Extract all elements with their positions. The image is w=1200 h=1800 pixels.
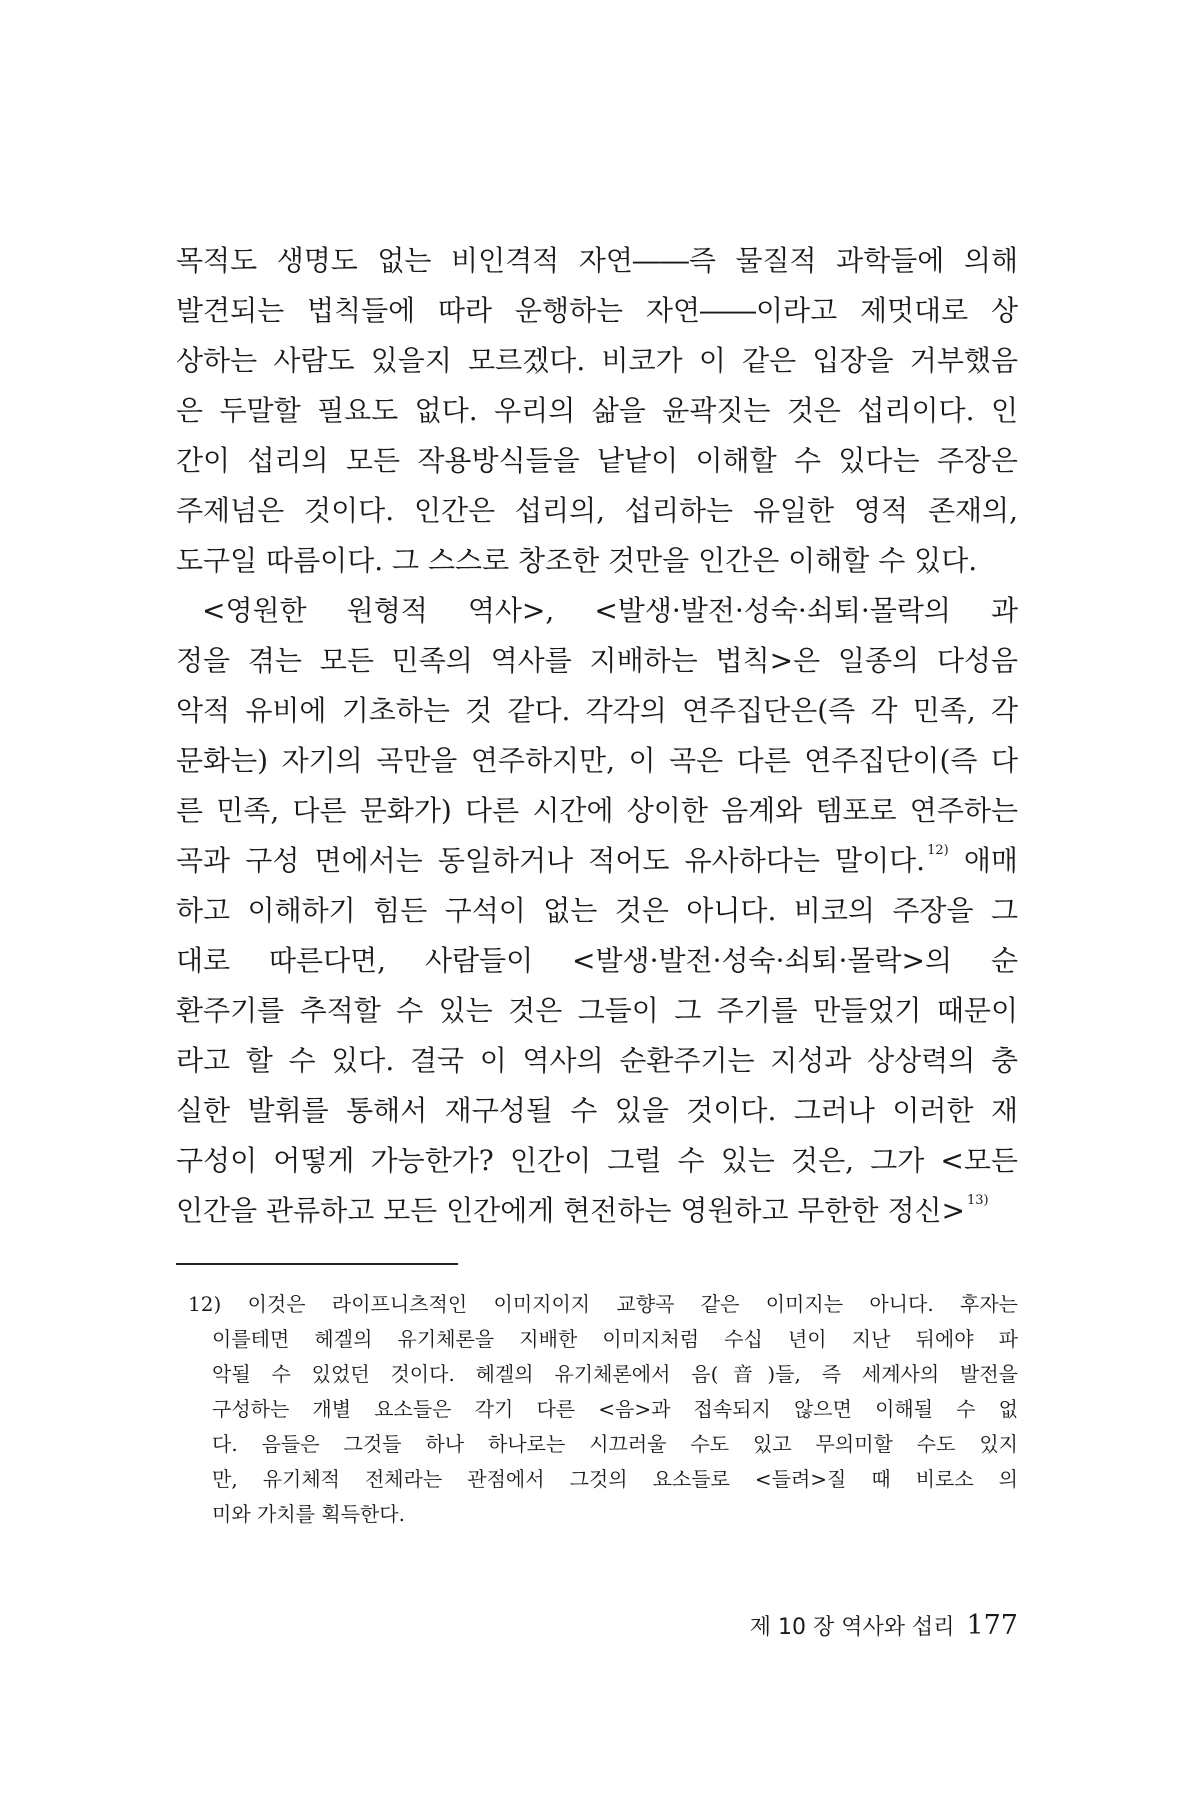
running-footer: [726, 1606, 1018, 1646]
body-line: 목적도 생명도 없는 비인격적 자연――즉 물질적 과학들에 의해: [176, 244, 1018, 277]
body-line: 은 두말할 필요도 없다. 우리의 삶을 윤곽짓는 것은 섭리이다. 인: [176, 394, 1018, 427]
body-line: 문화는) 자기의 곡만을 연주하지만, 이 곡은 다른 연주집단이(즉 다: [176, 744, 1018, 777]
body-line: 도구일 따름이다. 그 스스로 창조한 것만을 인간은 이해할 수 있다.: [176, 544, 978, 577]
footnote-line: 구성하는 개별 요소들은 각기 다른 <음>과 접속되지 않으면 이해될 수 없: [212, 1397, 1018, 1421]
body-line: 른 민족, 다른 문화가) 다른 시간에 상이한 음계와 템포로 연주하는: [176, 794, 1018, 827]
body-line-text: 곡과 구성 면에서는 동일하거나 적어도 유사하다는 말이다.: [176, 844, 926, 877]
footnote-line: 다. 음들은 그것들 하나 하나로는 시끄러울 수도 있고 무의미할 수도 있지: [212, 1432, 1018, 1456]
footnote-line: 미와 가치를 획득한다.: [212, 1502, 405, 1526]
body-line: 라고 할 수 있다. 결국 이 역사의 순환주기는 지성과 상상력의 충: [176, 1044, 1018, 1077]
main-text: [176, 236, 1018, 1236]
body-line-with-footnote: [176, 836, 1018, 886]
body-line: 발견되는 법칙들에 따라 운행하는 자연――이라고 제멋대로 상: [176, 294, 1018, 327]
footnotes: [188, 1287, 1018, 1532]
footnote-line: 12) 이것은 라이프니츠적인 이미지이지 교향곡 같은 이미지는 아니다. 후자는: [188, 1292, 1018, 1316]
footnote-reference: 13): [967, 1193, 989, 1208]
body-line-with-footnote: [176, 1186, 1018, 1236]
body-line: 악적 유비에 기초하는 것 같다. 각각의 연주집단은(즉 각 민족, 각: [176, 694, 1018, 727]
chapter-title: 제 10 장 역사와 섭리: [749, 1615, 955, 1640]
body-line: 실한 발휘를 통해서 재구성될 수 있을 것이다. 그러나 이러한 재: [176, 1094, 1018, 1127]
body-line: 상하는 사람도 있을지 모르겠다. 비코가 이 같은 입장을 거부했음: [176, 344, 1018, 377]
footnote-reference: 12): [927, 843, 949, 858]
body-line: 대로 따른다면, 사람들이 <발생·발전·성숙·쇠퇴·몰락>의 순: [176, 944, 1018, 977]
body-line: 정을 겪는 모든 민족의 역사를 지배하는 법칙>은 일종의 다성음: [176, 644, 1018, 677]
footnote-line: 이를테면 헤겔의 유기체론을 지배한 이미지처럼 수십 년이 지난 뒤에야 파: [212, 1327, 1018, 1351]
body-line: 간이 섭리의 모든 작용방식들을 낱낱이 이해할 수 있다는 주장은: [176, 444, 1018, 477]
body-line-tail: 애매: [963, 844, 1018, 877]
body-line: 주제넘은 것이다. 인간은 섭리의, 섭리하는 유일한 영적 존재의,: [176, 494, 1018, 527]
body-line: 하고 이해하기 힘든 구석이 없는 것은 아니다. 비코의 주장을 그: [176, 894, 1018, 927]
body-line-text: 인간을 관류하고 모든 인간에게 현전하는 영원하고 무한한 정신>: [176, 1194, 966, 1227]
footnote-line: 악될 수 있었던 것이다. 헤겔의 유기체론에서 음(音)들, 즉 세계사의 발전을: [212, 1362, 1018, 1386]
page-number: 177: [966, 1610, 1018, 1641]
body-line: 환주기를 추적할 수 있는 것은 그들이 그 주기를 만들었기 때문이: [176, 994, 1018, 1027]
footnote-line: 만, 유기체적 전체라는 관점에서 그것의 요소들로 <들려>질 때 비로소 의: [212, 1467, 1018, 1491]
body-line: <영원한 원형적 역사>, <발생·발전·성숙·쇠퇴·몰락의 과: [202, 594, 1018, 627]
footnote-divider: [176, 1263, 458, 1265]
body-line: 구성이 어떻게 가능한가? 인간이 그럴 수 있는 것은, 그가 <모든: [176, 1144, 1018, 1177]
